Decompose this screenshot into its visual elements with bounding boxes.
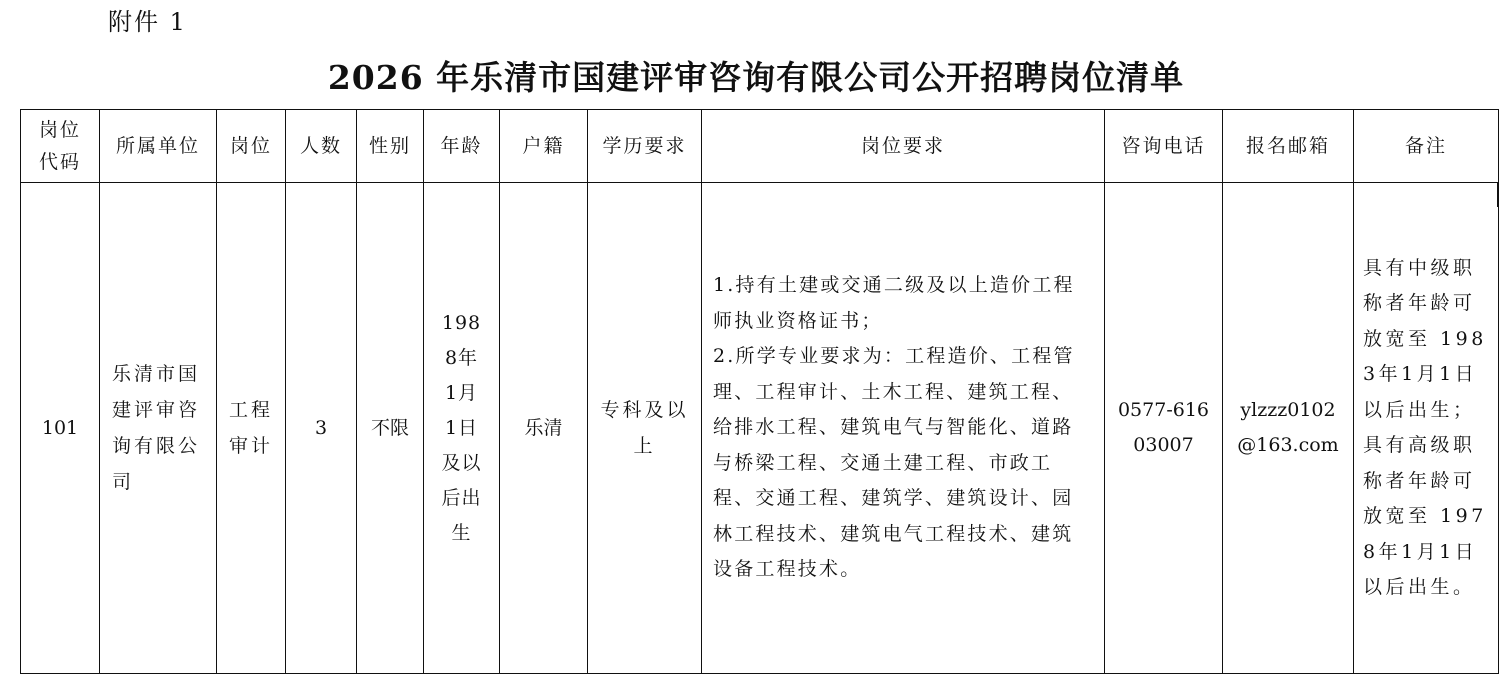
document-title: 2026 年乐清市国建评审咨询有限公司公开招聘岗位清单 — [327, 58, 1185, 97]
cell-education — [588, 183, 702, 674]
requirement-item: 1.持有土建或交通二级及以上造价工程师执业资格证书； — [713, 274, 1075, 332]
header-remarks: 备注 — [1354, 110, 1499, 183]
header-requirements: 岗位要求 — [702, 110, 1105, 183]
cell-age — [424, 183, 500, 674]
header-gender: 性别 — [357, 110, 424, 183]
post-text: 工程审计 — [229, 399, 274, 457]
education-text: 专科及以上 — [600, 399, 689, 457]
cell-position-code: 101 — [21, 183, 100, 674]
remark-item: 具有中级职称者年龄可放宽至 1983年1月1日以后出生； — [1363, 256, 1487, 421]
header-position-code: 岗位代码 — [21, 110, 100, 183]
job-positions-table — [20, 109, 1499, 674]
header-phone: 咨询电话 — [1105, 110, 1223, 183]
header-unit: 所属单位 — [100, 110, 217, 183]
header-education: 学历要求 — [588, 110, 702, 183]
age-text: 1988年1月1日及以后出生 — [441, 311, 482, 544]
cell-requirements — [702, 183, 1105, 674]
remark-item: 具有高级职称者年龄可放宽至 1978年1月1日以后出生。 — [1363, 434, 1487, 598]
header-email: 报名邮箱 — [1223, 110, 1354, 183]
table-edge-mark — [1497, 183, 1499, 207]
cell-unit — [100, 183, 217, 674]
cell-phone — [1105, 183, 1223, 674]
email-text: ylzzz0102@163.com — [1237, 399, 1339, 456]
cell-email — [1223, 183, 1354, 674]
requirement-item: 2.所学专业要求为：工程造价、工程管理、工程审计、土木工程、建筑工程、给排水工程、建筑电气与智能化、道路与桥梁工程、交通土建工程、市政工程、交通工程、建筑学、建筑设计、园林工程技术、建筑电气工程技术、建筑设备工程技术。 — [713, 345, 1075, 581]
cell-post — [217, 183, 286, 674]
cell-gender: 不限 — [357, 183, 424, 674]
header-age: 年龄 — [424, 110, 500, 183]
requirements-block — [713, 268, 1093, 588]
header-hukou: 户籍 — [500, 110, 588, 183]
header-post: 岗位 — [217, 110, 286, 183]
header-count: 人数 — [286, 110, 357, 183]
attachment-label: 附件 1 — [108, 8, 187, 36]
phone-text: 0577-61603007 — [1117, 399, 1210, 456]
cell-remarks — [1354, 183, 1499, 674]
table-header-row — [21, 110, 1499, 183]
table-row — [21, 183, 1499, 674]
remarks-block — [1363, 251, 1489, 606]
unit-text: 乐清市国建评审咨询有限公司 — [112, 363, 201, 493]
cell-count: 3 — [286, 183, 357, 674]
cell-hukou: 乐清 — [500, 183, 588, 674]
